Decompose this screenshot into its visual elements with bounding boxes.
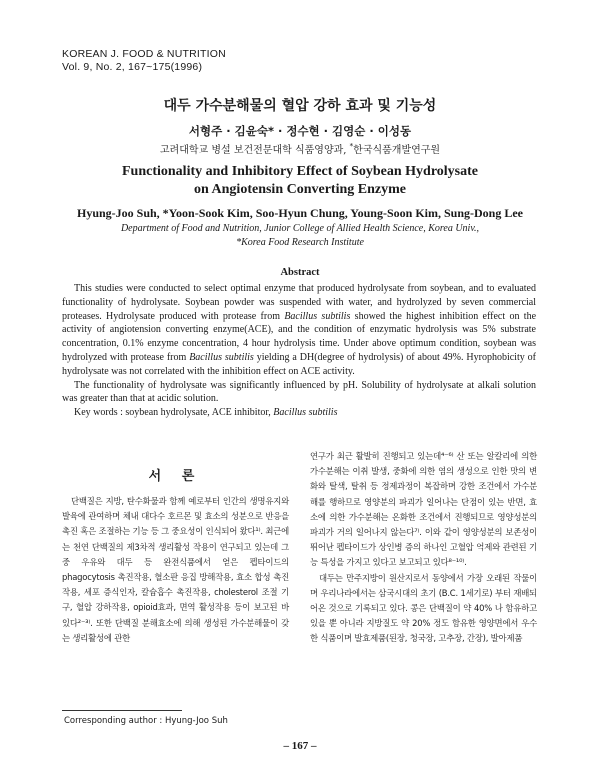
- english-title-line2: on Angiotensin Converting Enzyme: [194, 182, 406, 197]
- right-column-paragraph-1: 연구가 최근 활발히 진행되고 있는데⁴⁻⁶⁾ 산 또는 알칼리에 의한 가수분해는 이취 발생, 중화에 의한 염의 생성으로 인한 맛의 변화와 탈색, 탈취 등 정제과정이 복잡하며 강한 조건에서 가수분해를 행하므로 영양분의 파괴가 일어나는 단점이 있는 반면, 효소에 의한 가수분해는 온화한 조건에서 진행되므로 영양성분의 파괴가 거의 일어나지 않는다⁷⁾. 이와 같이 영양성분의 보존성이 뛰어난 펩타이드가 상인병 증의 하나인 고혈압 억제와 관련된 기능 특성을 가지고 있다고 보고되고 있다⁸⁻¹⁰⁾.: [310, 451, 537, 568]
- english-title: [0, 163, 600, 199]
- english-department: Department of Food and Nutrition, Junior College of Allied Health Science, Korea Univ.,: [120, 223, 480, 234]
- abstract-text: This studies were conducted to select optimal enzyme that produced hydrolysate from soybean, and to evaluated functionality of hydrolysate. Soybean powder was suspended with water, and hydrolyzed by seven commercial proteases. Hydrolysate produced with protease from: [62, 283, 536, 322]
- footnote-divider: [62, 710, 182, 711]
- abstract-species-name: Bacillus subtilis: [189, 351, 254, 363]
- abstract-paragraph-1: [62, 282, 536, 379]
- korean-title: 대두 가수분해물의 혈압 강하 효과 및 기능성: [163, 98, 437, 114]
- abstract-paragraph-2: The functionality of hydrolysate was significantly influenced by pH. Solubility of hydrolysate at alkali solution was greater than that at acidic solution.: [62, 379, 536, 405]
- journal-volume: Vol. 9, No. 2, 167~175(1996): [62, 61, 203, 73]
- english-authors: Hyung-Joo Suh, *Yoon-Sook Kim, Soo-Hyun Chung, Young-Soon Kim, Sung-Dong Lee: [76, 206, 523, 220]
- korean-affiliation: [0, 141, 600, 156]
- keywords-label: Key words : soybean hydrolysate, ACE inhibitor,: [74, 407, 274, 419]
- korean-authors: 서형주 · 김윤숙* · 정수현 · 김영순 · 이성동: [188, 124, 412, 138]
- corresponding-author-footnote: Corresponding author : Hyung-Joo Suh: [64, 716, 228, 726]
- section-title-introduction: 서 론: [148, 469, 203, 484]
- right-column-paragraph-2: 대두는 만주지방이 원산지로서 동양에서 가장 오래된 작물이며 우리나라에서는 삼국시대의 초기 (B.C. 1세기로) 부터 재배되어온 것으로 기록되고 있다. 콩은 단백질이 약 40% 나 함유하고 있을 뿐 아니라 지방질도 약 20% 정도 함유한 영양면에서 우수한 식품이며 발효제품(된장, 청국장, 고추장, 간장), 발아제품: [310, 572, 537, 644]
- affiliation-mark: *: [349, 142, 354, 151]
- journal-name: KOREAN J. FOOD & NUTRITION: [62, 48, 226, 60]
- keywords: [62, 406, 536, 420]
- korean-affiliation-main: 고려대학교 병설 보건전문대학 식품영양과,: [159, 145, 350, 156]
- abstract-species-name: Bacillus subtilis: [284, 310, 351, 322]
- english-institute: *Korea Food Research Institute: [236, 237, 364, 248]
- right-column: [310, 449, 537, 647]
- abstract-text: showed the highest inhibition effect on the activity of angiotension converting enzyme(ACE), and the condition of enzymatic hydrolysis was 5% substrate concentration, 0.1% enzyme concentration, 4 hour hydrolysis time. Under above optimum condition, soybean was hydrolyzed with protease from: [62, 310, 537, 363]
- page-number: – 167 –: [283, 740, 317, 752]
- abstract-heading: Abstract: [280, 267, 320, 278]
- left-column: [62, 494, 289, 646]
- english-title-line1: Functionality and Inhibitory Effect of Soybean Hydrolysate: [122, 164, 478, 179]
- journal-header: [62, 48, 226, 74]
- keywords-species: Bacillus subtilis: [273, 407, 338, 419]
- abstract-text: yielding a DH(degree of hydrolysis) of about 49%. Hyrophobicity of hydrolysate was not correlated with the inhibition effect on ACE activity.: [62, 351, 536, 377]
- left-column-paragraph: 단백질은 지방, 탄수화물과 함께 예로부터 인간의 생명유지와 발육에 관여하며 체내 대다수 호르몬 및 효소의 성분으로 반응을 촉진 혹은 조절하는 기능 등 그 중요성이 인식되어 왔다¹⁾. 최근에는 천연 단백질의 제3차적 생리활성 작용이 연구되고 있는데 그중 우유와 대두 등 완전식품에서 얻은 펩타이드의 phagocytosis 촉진작용, 혈소판 응집 방해작용, 효소 합성 촉진작용, 세포 증식인자, 칼슘흡수 촉진작용, cholesterol 조절 기구, 혈압 강하작용, opioid효과, 면역 활성작용 등이 보고된 바 있다²⁻³⁾. 또한 단백질 분해효소에 의해 생성된 가수분해물이 갖는 생리활성에 관한: [62, 496, 289, 643]
- korean-affiliation-second: 한국식품개발연구원: [353, 145, 441, 156]
- abstract-body: [62, 282, 536, 420]
